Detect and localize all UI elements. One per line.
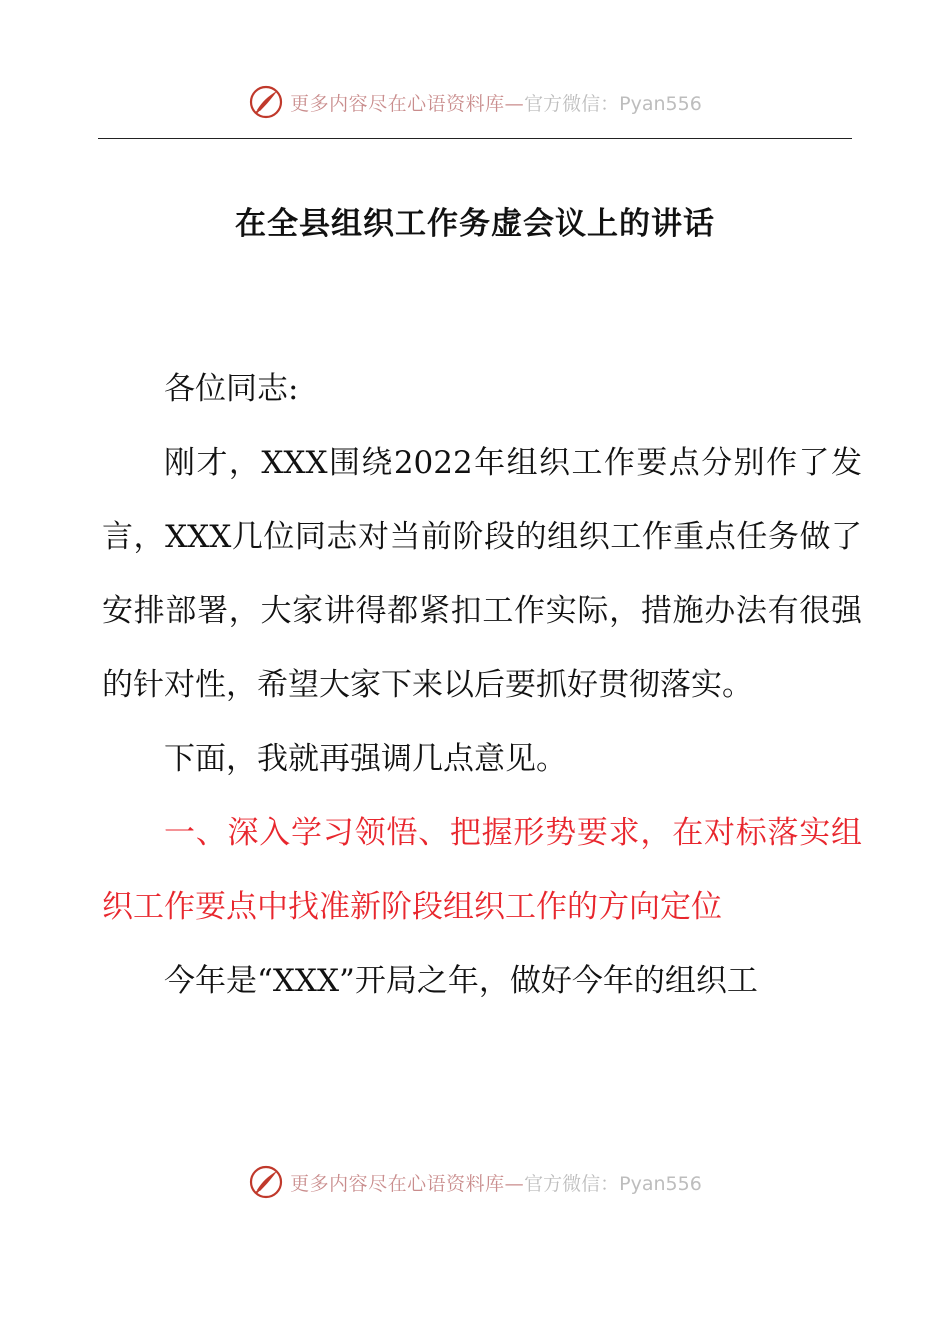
salutation: 各位同志: — [164, 371, 299, 407]
watermark-text-sub: 官方微信：Pyan556 — [524, 92, 702, 115]
watermark-text-sub: 官方微信：Pyan556 — [524, 1172, 702, 1195]
section-heading: 一、深入学习领悟、把握形势要求，在对标落实组织工作要点中找准新阶段组织工作的方向定位 — [102, 815, 862, 925]
quill-logo-icon — [248, 1164, 284, 1200]
body-paragraph: 下面，我就再强调几点意见。 — [164, 741, 567, 777]
watermark-text-main: 更多内容尽在心语资料库— — [290, 1172, 525, 1195]
document-body — [102, 352, 862, 1018]
body-paragraph: 刚才，XXX围绕2022年组织工作要点分别作了发言，XXX几位同志对当前阶段的组织工作重点任务做了安排部署，大家讲得都紧扣工作实际，措施办法有很强的针对性，希望大家下来以后要抓好贯彻落实。 — [102, 445, 862, 703]
body-paragraph: 今年是“XXX”开局之年，做好今年的组织工 — [164, 963, 758, 999]
header-watermark — [0, 82, 950, 122]
footer-watermark — [0, 1162, 950, 1202]
watermark-text-main: 更多内容尽在心语资料库— — [290, 92, 525, 115]
header-divider — [98, 138, 852, 139]
quill-logo-icon — [248, 84, 284, 120]
document-title: 在全县组织工作务虚会议上的讲话 — [235, 206, 715, 242]
